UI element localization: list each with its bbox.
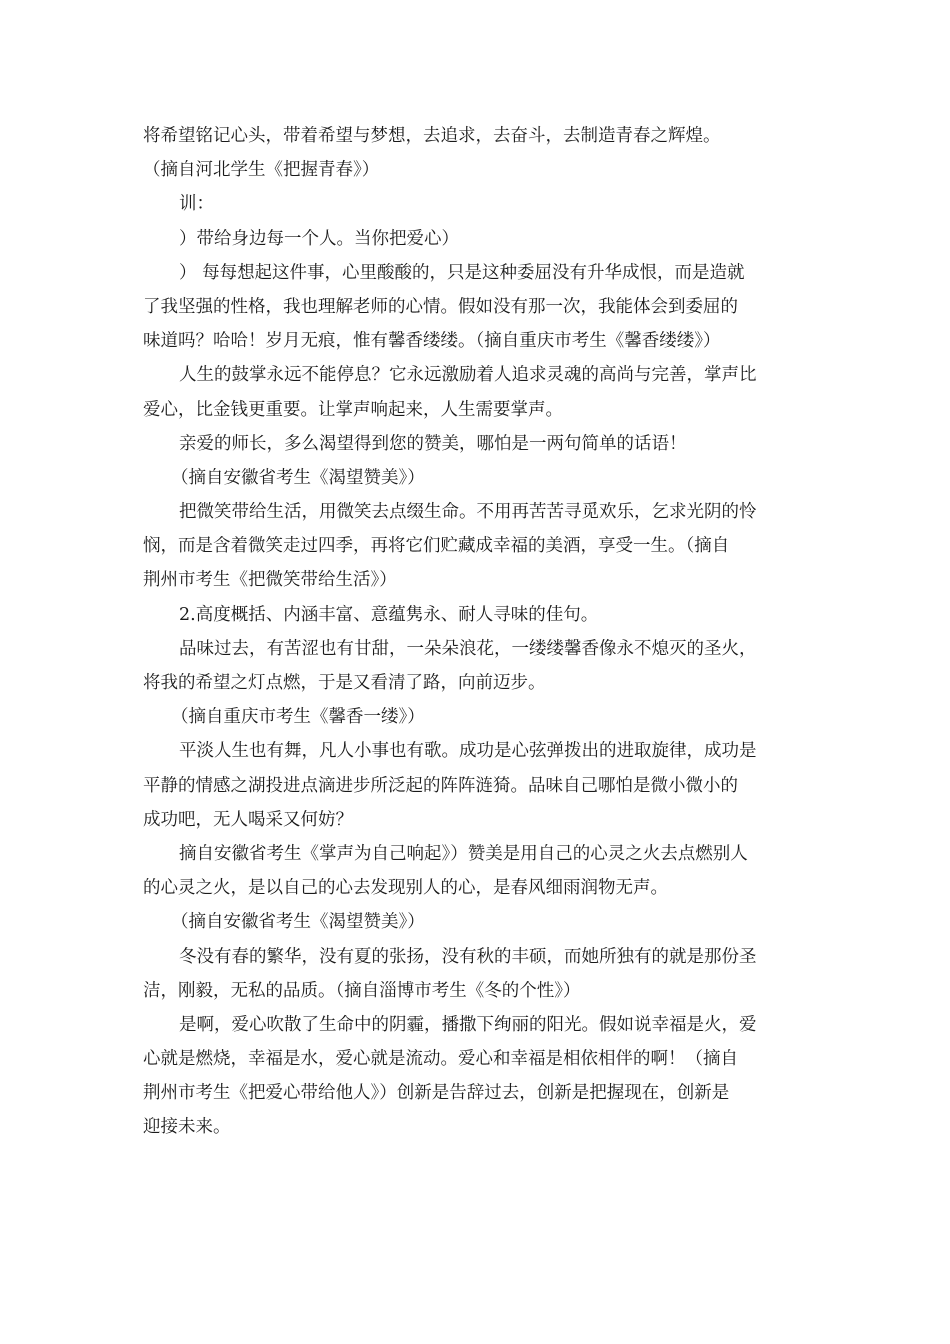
text-line: 成功吧，无人喝采又何妨？ — [143, 809, 353, 830]
citation-line: （摘自重庆市考生《馨香一缕》） — [171, 707, 425, 728]
text-line: 将希望铭记心头，带着希望与梦想，去追求，去奋斗，去制造青春之辉煌。 — [143, 126, 721, 146]
text-line: ） 每每想起这件事，心里酸酸的，只是这种委屈没有升华成恨，而是造就 — [179, 262, 745, 283]
text-line: （摘自河北学生《把握青春》） — [143, 160, 380, 181]
text-line: 平淡人生也有舞，凡人小事也有歌。成功是心弦弹拨出的进取旋律，成功是 — [179, 741, 757, 762]
text-line: 是啊，爱心吹散了生命中的阴霾，播撒下绚丽的阳光。假如说幸福是火，爱 — [179, 1014, 757, 1035]
text-line: 训： — [179, 194, 214, 215]
text-line: 爱心，比金钱更重要。让掌声响起来，人生需要掌声。 — [143, 399, 563, 420]
text-line: 了我坚强的性格，我也理解老师的心情。假如没有那一次，我能体会到委屈的 — [143, 296, 738, 317]
text-line: 亲爱的师长，多么渴望得到您的赞美，哪怕是一两句简单的话语！ — [179, 433, 687, 454]
text-line: ）带给身边每一个人。当你把爱心） — [179, 228, 459, 249]
text-line: 摘自安徽省考生《掌声为自己响起》）赞美是用自己的心灵之火去点燃别人 — [179, 843, 748, 864]
citation-line: （摘自安徽省考生《渴望赞美》） — [171, 467, 425, 488]
text-line: 平静的情感之湖投进点滴进步所泛起的阵阵涟猗。品味自己哪怕是微小微小的 — [143, 775, 738, 796]
citation-line: （摘自安徽省考生《渴望赞美》） — [171, 912, 425, 933]
text-line: 人生的鼓掌永远不能停息？它永远激励着人追求灵魂的高尚与完善，掌声比 — [179, 365, 757, 386]
text-line: 味道吗？哈哈！岁月无痕，惟有馨香缕缕。（摘自重庆市考生《馨香缕缕》） — [143, 331, 721, 352]
text-line: 荆州市考生《把微笑带给生活》） — [143, 570, 397, 591]
text-line: 品味过去，有苦涩也有甘甜，一朵朵浪花，一缕缕馨香像永不熄灭的圣火， — [179, 638, 757, 659]
section-heading: 2.高度概括、内涵丰富、意蕴隽永、耐人寻味的佳句。 — [179, 604, 599, 625]
text-line: 将我的希望之灯点燃，于是又看清了路，向前迈步。 — [143, 673, 546, 693]
text-line: 洁，刚毅，无私的品质。（摘自淄博市考生《冬的个性》） — [143, 980, 581, 1001]
text-line: 悯，而是含着微笑走过四季，再将它们贮藏成幸福的美酒，享受一生。（摘自 — [143, 536, 730, 557]
text-line: 冬没有春的繁华，没有夏的张扬，没有秋的丰硕，而她所独有的就是那份圣 — [179, 946, 757, 967]
text-line: 荆州市考生《把爱心带给他人》）创新是告辞过去，创新是把握现在，创新是 — [143, 1083, 730, 1104]
document-body — [143, 119, 813, 1145]
text-line: 把微笑带给生活，用微笑去点缀生命。不用再苦苦寻觅欢乐，乞求光阴的怜 — [179, 502, 757, 523]
text-line: 迎接未来。 — [143, 1117, 231, 1138]
text-line: 的心灵之火，是以自己的心去发现别人的心，是春风细雨润物无声。 — [143, 878, 668, 899]
text-line: 心就是燃烧，幸福是水，爱心就是流动。爱心和幸福是相依相伴的啊！（摘自 — [143, 1049, 738, 1070]
